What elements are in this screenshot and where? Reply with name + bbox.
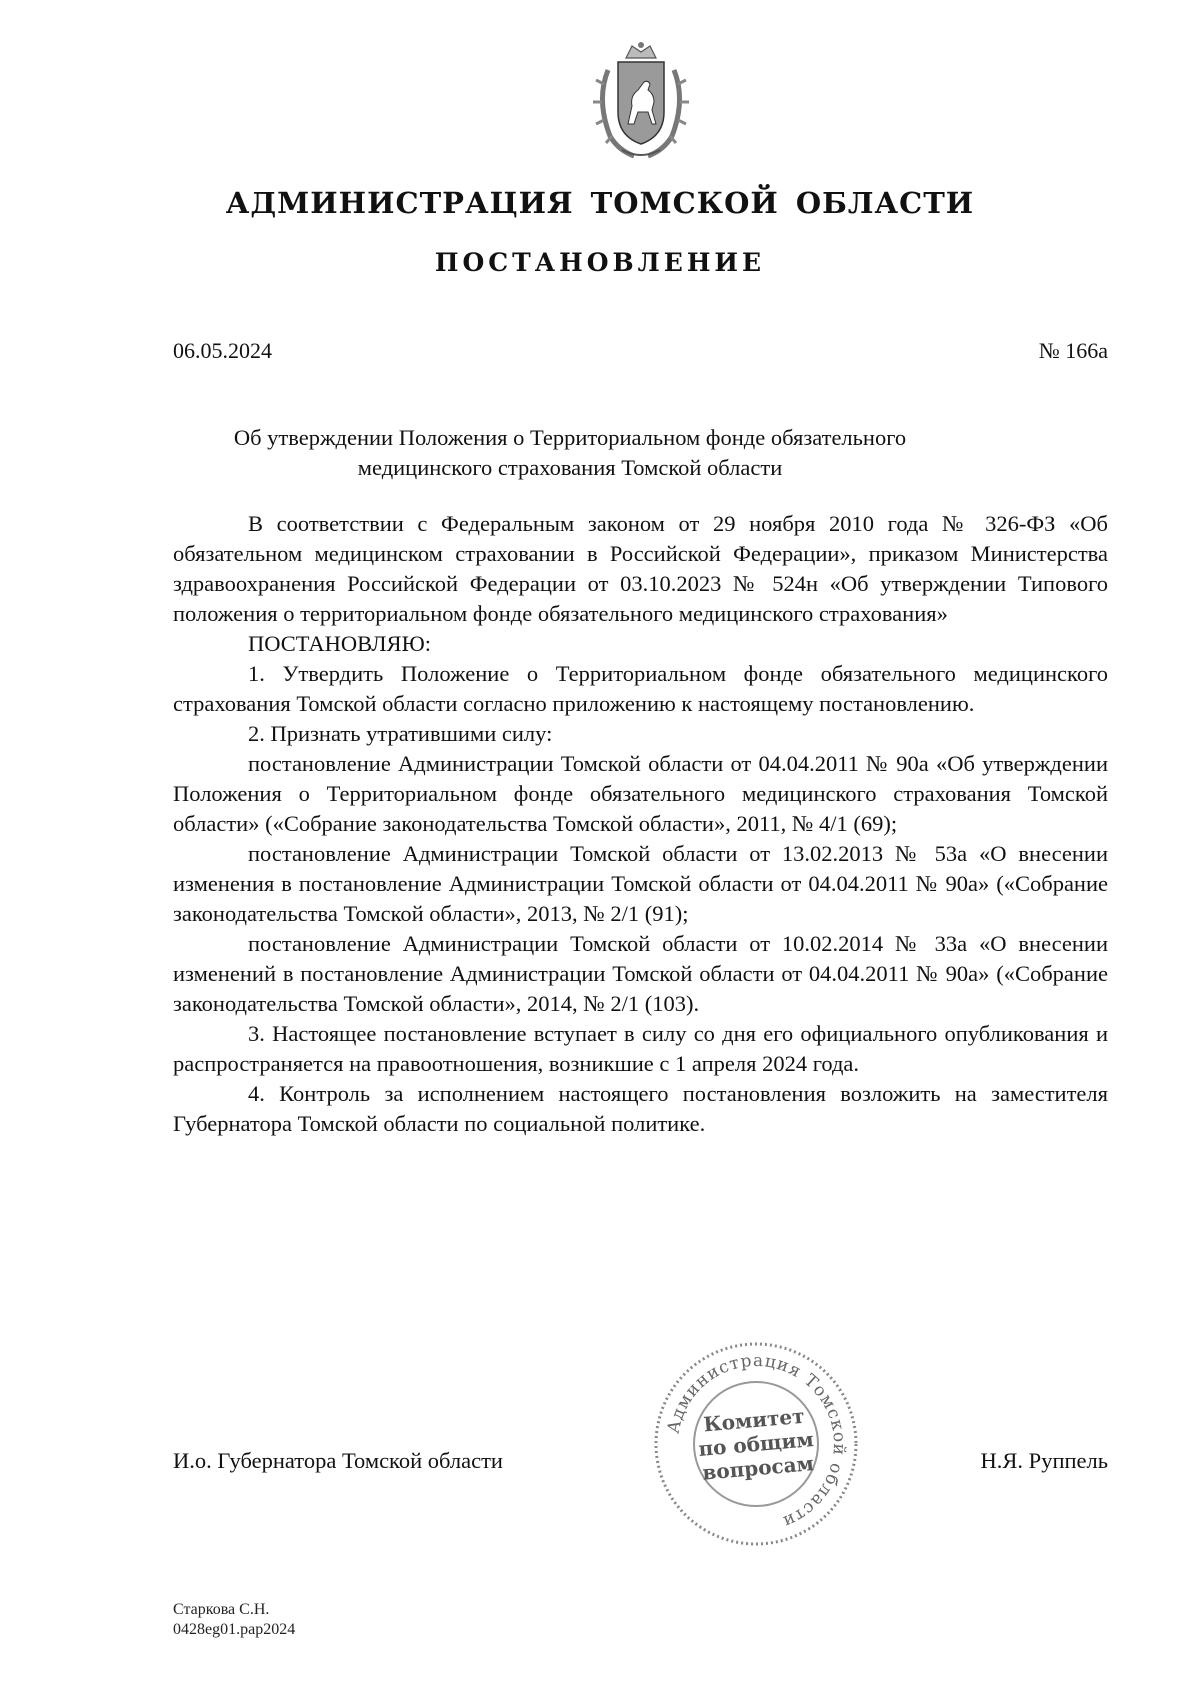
item-4-paragraph: 4. Контроль за исполнением настоящего постановления возложить на заместителя Губернатора Томской области по социальной политике.	[173, 1081, 1108, 1136]
item-2-paragraph: 2. Признать утратившими силу:	[248, 721, 553, 746]
document-type: ПОСТАНОВЛЕНИЕ	[434, 248, 766, 277]
subject-line-2: медицинского страхования Томской области	[357, 455, 783, 480]
executor-name: Старкова С.Н.	[173, 1601, 270, 1618]
stamp-line-1: Комитет	[702, 1403, 806, 1437]
item-2-repealed-act-1: постановление Администрации Томской области от 04.04.2011 № 90а «Об утверждении Положения о Территориальном фонде обязательного медицинского страхования Томской области» («Собрание законодательства Томской области», 2011, № 4/1 (69);	[173, 751, 1108, 836]
stamp-line-2: по общим	[697, 1427, 815, 1461]
resolve-heading: ПОСТАНОВЛЯЮ:	[248, 631, 431, 656]
coat-of-arms-emblem	[588, 40, 694, 162]
organization-title: АДМИНИСТРАЦИЯ ТОМСКОЙ ОБЛАСТИ	[225, 186, 975, 220]
item-1-paragraph: 1. Утвердить Положение о Территориальном фонде обязательного медицинского страхования Томской области согласно приложению к настоящему постановлению.	[173, 661, 1108, 716]
document-date: 06.05.2024	[173, 338, 272, 363]
stamp-ring-text: Администрация Томской области	[663, 1350, 850, 1532]
document-number: № 166а	[1038, 338, 1108, 363]
executor-info	[173, 1600, 295, 1640]
document-body	[173, 509, 1108, 1139]
item-3-paragraph: 3. Настоящее постановление вступает в силу со дня его официального опубликования и распространяется на правоотношения, возникшие с 1 апреля 2024 года.	[173, 1021, 1108, 1076]
subject-line-1: Об утверждении Положения о Территориальном фонде обязательного	[233, 425, 907, 450]
signatory-position: И.о. Губернатора Томской области	[173, 1448, 503, 1473]
item-2-repealed-act-3: постановление Администрации Томской области от 10.02.2014 № 33а «О внесении изменений в постановление Администрации Томской области от 04.04.2011 № 90а» («Собрание законодательства Томской области», 2014, № 2/1 (103).	[173, 931, 1108, 1016]
stamp-line-3: вопросам	[701, 1451, 815, 1485]
document-subject	[220, 423, 920, 483]
preamble-paragraph: В соответствии с Федеральным законом от 29 ноября 2010 года № 326-ФЗ «Об обязательном медицинском страховании в Российской Федерации», приказом Министерства здравоохранения Российской Федерации от 03.10.2023 № 524н «Об утверждении Типового положения о территориальном фонде обязательного медицинского страхования»	[173, 511, 1108, 626]
item-2-repealed-act-2: постановление Администрации Томской области от 13.02.2013 № 53а «О внесении изменения в постановление Администрации Томской области от 04.04.2011 № 90а» («Собрание законодательства Томской области», 2013, № 2/1 (91);	[173, 841, 1108, 926]
executor-file: 0428eg01.pap2024	[173, 1621, 296, 1638]
signatory-name: Н.Я. Руппель	[980, 1448, 1108, 1473]
